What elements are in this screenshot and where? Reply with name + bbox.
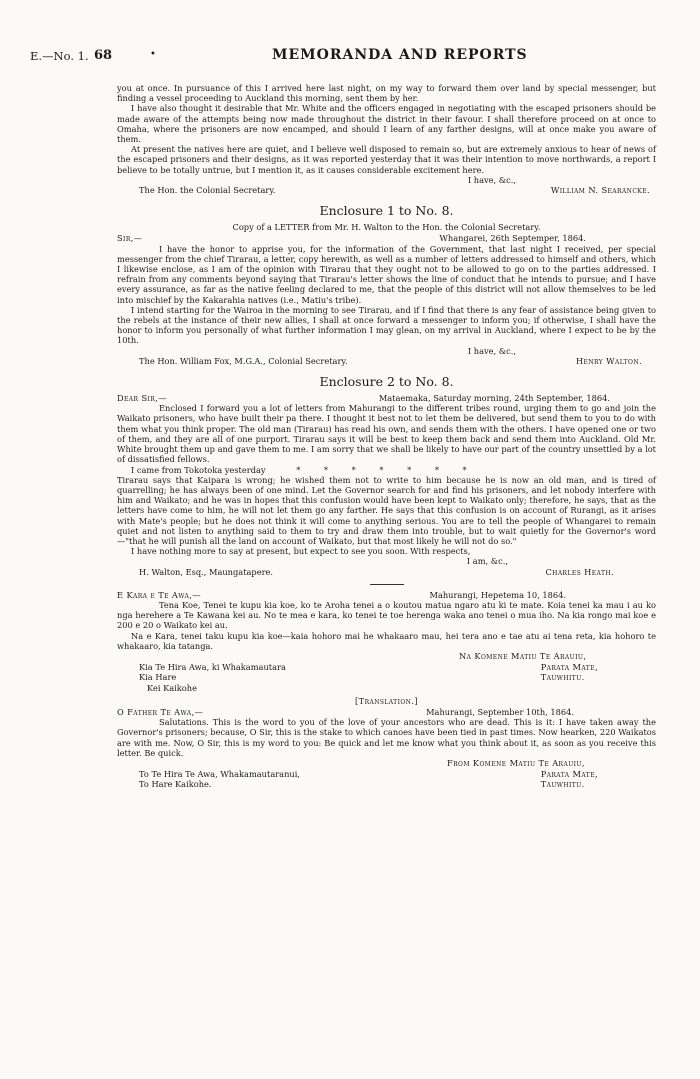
sign-off-row (117, 185, 656, 195)
sender-line: Tauwhitu. (540, 672, 585, 683)
salutation: Sir,— (117, 233, 143, 244)
salutation-row (117, 707, 656, 717)
letter-searancke (117, 83, 656, 195)
senders (541, 662, 656, 693)
from-label: From Komene Matiu Te Arauiu, (447, 757, 585, 768)
enclosure-1 (117, 203, 656, 366)
paragraph: Tirarau says that Kaipara is wrong; he wished them not to write to him because he is now an old man, and is tired of quarrelling; he has always been of one mind. Let the Governor search for and find his prisoners, and let nobody interfere with him and Waikato; and he was in hopes that this confusion would have been kept to Waikato only; therefore, he says, that as the letters have come to him, he will not let them go any farther. He says that this confusion is on account of Rurangi, as it arises with Mate's people; but he does not think it will come to anything serious. You are to tell the people of Whangarei to remain quiet and not listen to anything said to them to try and draw them into trouble, but to wait quietly for the Governor's word—"that he will punish all the land on account of Waikato, but that most likely he will not do so." (117, 474, 656, 546)
salutation-row (117, 590, 656, 600)
paragraph: Tena Koe, Tenei te kupu kia koe, ko te Aroha tenei a o koutou matua ngaro atu ki te mate. Koia tenei ka mau i au ko nga herehere a Te Kawana kei au. No te mea e kara, ko tenei te toe herenga waka ano tenei o mua iho. Na kia rongo mai koe e 200 e 20 o Waikato kei au. (117, 599, 656, 631)
recipients (117, 769, 300, 789)
sign-off-row (117, 356, 656, 366)
sender-line: Parata Mate, (540, 662, 598, 673)
enclosure-heading: Enclosure 1 to No. 8. (319, 203, 454, 219)
salutation: O Father Te Awa,— (117, 706, 204, 717)
page-title: MEMORANDA AND REPORTS (272, 47, 528, 63)
salutation: E Kara e Te Awa,— (117, 589, 201, 600)
place-date: Whangarei, 26th Septemper, 1864. (439, 233, 586, 244)
salutation-row (117, 393, 656, 403)
signature: William N. Searancke. (550, 185, 650, 196)
from-line (117, 651, 656, 661)
sender-line: Parata Mate, (540, 769, 598, 780)
signature: Charles Heath. (545, 566, 614, 577)
paragraph: I have also thought it desirable that Mr. White and the officers engaged in negotiating with the escaped prisoners should be made aware of the attempts being now made throughout the district in their favour. I shall therefore proceed on at once to Omaha, where the prisoners are now encamped, and should I learn of any farther designs, will at once make you aware of them. (117, 103, 656, 145)
maori-letter (117, 590, 656, 693)
paragraph: Na e Kara, tenei taku kupu kia koe—kaia hohoro mai he whakaaro mau, hei tera ano e tae atu ai tena reta, kia hohoro te whakaaro, kia tatanga. (117, 630, 656, 651)
page-number: 68 (94, 48, 113, 63)
from-line (117, 758, 656, 768)
enclosure-heading: Enclosure 2 to No. 8. (319, 374, 454, 390)
recipient-line: Kia Te Hira Awa, ki Whakamautara (139, 662, 286, 673)
paragraph: Enclosed I forward you a lot of letters from Mahurangi to the different tribes round, urging them to go and join the Waikato prisoners, who have built their pa there. I thought it best not to let them be delivered, but send them to you to do with them what you think proper. The old man (Tirarau) has read his own, and sends them with the others. I have opened one or two of them, and they are all of one purport. Tirarau says it will be best to keep them back and send them into Auckland. Old Mr. White brought them up and gave them to me. I am sorry that we shall be likely to have our part of the country unsettled by a lot of dissatisfied fellows. (117, 403, 656, 465)
paragraph-text: I came from Tokotoka yesterday (131, 464, 266, 475)
senders (541, 769, 656, 789)
sender-line: Tauwhitu. (540, 779, 585, 790)
from-label: Na Komene Matiu Te Arauiu, (459, 650, 587, 661)
place-date: Mahurangi, Hepetema 10, 1864. (429, 589, 566, 600)
addressee: The Hon. William Fox, M.G.A., Colonial Secretary. (139, 355, 348, 366)
closing: I am, &c., (466, 556, 508, 567)
place-date: Mahurangi, September 10th, 1864. (426, 706, 574, 717)
document-reference: E.—No. 1. (30, 49, 89, 63)
place-date: Mataemaka, Saturday morning, 24th September, 1864. (378, 393, 610, 404)
salutation-row (117, 233, 656, 243)
recipient-line: To Te Hira Te Awa, Whakamautaranui, (139, 769, 300, 780)
translation-label: [Translation.] (355, 695, 418, 706)
paragraph: I have the honor to apprise you, for the information of the Government, that last night I received, per special messenger from the chief Tirarau, a letter, copy herewith, as well as a number of letters addressed to himself and others, which I likewise enclose, as I am of the opinion with Tirarau that they ought not to be allowed to go on to the parties addressed. I refrain from any comments beyond saying that Tirarau's letter shows the line of conduct that he intends to pursue; and I have every assurance, as far as the native feeling declared to me, that the people of this district will not allow themselves to be led into mischief by the Kakarahia natives (i.e., Matiu's tribe). (117, 243, 656, 305)
page-header (0, 49, 700, 67)
paragraph: Salutations. This is the word to you of the love of your ancestors who are dead. This is it: I have taken away the Governor's prisoners; because, O Sir, this is the stake to which canoes have been tied in past times. Now hearken, 220 Waikatos are with me. Now, O Sir, this is my word to you: Be quick and let me know what you think about it, as soon as you receive this letter. Be quick. (117, 717, 656, 758)
paragraph (117, 465, 656, 475)
copy-line: Copy of a LETTER from Mr. H. Walton to the Hon. the Colonial Secretary. (232, 222, 541, 233)
addressee: The Hon. the Colonial Secretary. (139, 185, 276, 196)
section-divider (370, 584, 404, 585)
names-block (117, 662, 656, 693)
paragraph: I have nothing more to say at present, but expect to see you soon. With respects, (131, 546, 471, 557)
header-dot-mark: • (150, 49, 156, 60)
omission-stars: * * * * * * * (296, 464, 467, 475)
recipient-line: To Hare Kaikohe. (139, 779, 212, 790)
enclosure-2 (117, 374, 656, 577)
sign-off-row (117, 567, 656, 577)
salutation: Dear Sir,— (117, 393, 167, 404)
recipient-line: Kia Hare (139, 672, 177, 683)
paragraph: I intend starting for the Wairoa in the morning to see Tirarau, and if I find that there is any fear of assistance being given to the rebels at the instance of their new allies, I shall at once forward a messenger to inform you; if otherwise, I shall have the honor to inform you personally of what further information I may glean, on my arrival in Auckland, where I expect to be by the 10th. (117, 304, 656, 346)
paragraph: you at once. In pursuance of this I arrived here last night, on my way to forward them over land by special messenger, but finding a vessel proceeding to Auckland this morning, sent them by her. (117, 83, 656, 104)
addressee: H. Walton, Esq., Maungatapere. (139, 566, 274, 577)
names-block (117, 769, 656, 789)
paragraph: At present the natives here are quiet, and I believe well disposed to remain so, but are extremely anxious to hear of news of the escaped prisoners and their designs, as it was reported yesterday that it was their intention to move northwards, a report I believe to be totally untrue, but I mention it, as it causes considerable excitement here. (117, 144, 656, 175)
closing: I have, &c., (467, 345, 516, 356)
page-content (117, 83, 656, 790)
recipients (117, 662, 286, 693)
closing: I have, &c., (467, 174, 516, 185)
translation (117, 696, 656, 790)
recipient-line: Kei Kaikohe (147, 682, 197, 693)
signature: Henry Walton. (575, 355, 642, 366)
